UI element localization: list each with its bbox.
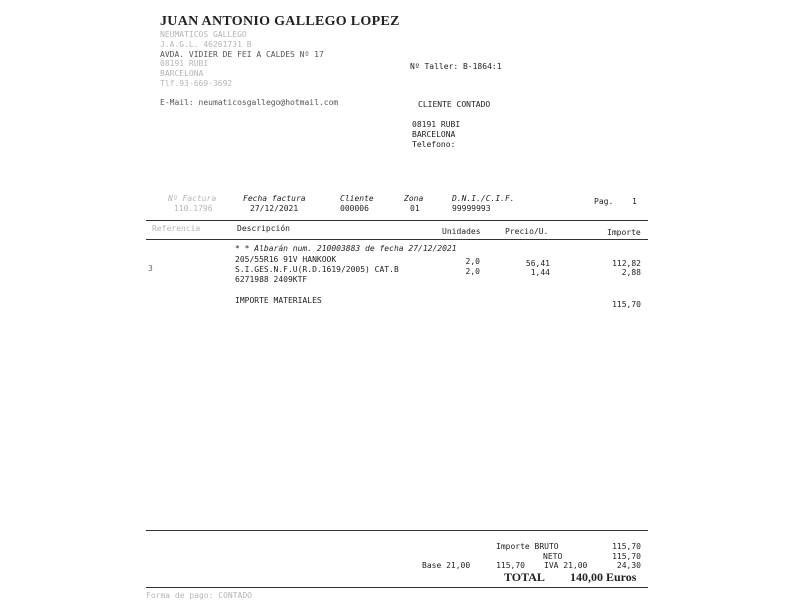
company-address: AVDA. VIDIER DE FEI A CALDES Nº 17 (160, 50, 324, 59)
meta-label-client: Cliente (340, 194, 374, 203)
iva-label: IVA 21,00 (544, 561, 588, 570)
meta-zone: 01 (410, 204, 420, 213)
company-province: BARCELONA (160, 69, 204, 78)
row-1-price: 56,41 (525, 259, 550, 268)
row-2-desc: S.I.GES.N.F.U(R.D.1619/2005) CAT.B (235, 265, 399, 274)
neto-value: 115,70 (612, 552, 641, 561)
company-city: 08191 RUBI (160, 59, 209, 68)
row-2-price: 1,44 (530, 268, 550, 277)
company-phone: Tlf.93-669-3692 (160, 79, 233, 88)
row-1-amount: 112,82 (612, 259, 641, 268)
bruto-value: 115,70 (612, 542, 641, 551)
meta-label-dni: D.N.I./C.I.F. (452, 194, 515, 203)
materials-amount: 115,70 (612, 300, 641, 309)
neto-label: NETO (543, 552, 563, 561)
table-header-rule (146, 239, 648, 240)
meta-dni: 99999993 (452, 204, 491, 213)
row-2-amount: 2,88 (621, 268, 641, 277)
company-name: JUAN ANTONIO GALLEGO LOPEZ (160, 14, 400, 29)
bruto-label: Importe BRUTO (496, 542, 559, 551)
total-value: 140,00 Euros (570, 570, 637, 584)
meta-date: 27/12/2021 (250, 204, 299, 213)
meta-label-page: Pag. (594, 197, 614, 206)
row-1-units: 2,0 (465, 257, 480, 266)
client-name: CLIENTE CONTADO (418, 100, 491, 109)
workshop-number: Nº Taller: B-1864:1 (410, 62, 502, 71)
row-2-units: 2,0 (465, 267, 480, 276)
company-email: E-Mail: neumaticosgallego@hotmail.com (160, 98, 339, 107)
col-header-price: Precio/U. (505, 227, 549, 236)
totals-bottom-rule (146, 587, 648, 588)
row-3-desc: 6271988 2409KTF (235, 275, 308, 284)
iva-value: 24,30 (616, 561, 641, 570)
col-header-amount: Importe (607, 228, 641, 237)
base-value: 115,70 (496, 561, 525, 570)
base-label: Base 21,00 (422, 561, 471, 570)
client-city: 08191 RUBI (412, 120, 461, 129)
meta-page: 1 (632, 197, 637, 206)
totals-top-rule (146, 530, 648, 531)
materials-label: IMPORTE MATERIALES (235, 296, 322, 305)
col-header-reference: Referencia (152, 224, 201, 233)
company-nif: J.A.G.L. 46261731 B (160, 40, 252, 49)
row-1-desc: 205/55R16 91V HANKOOK (235, 255, 337, 264)
client-phone-label: Telefono: (412, 140, 456, 149)
meta-label-zone: Zona (404, 194, 424, 203)
meta-invoice-no: 110.1796 (174, 204, 213, 213)
meta-label-date: Fecha factura (243, 194, 306, 203)
row-1-ref: 3 (148, 264, 153, 273)
col-header-description: Descripción (237, 224, 290, 233)
table-top-rule (146, 220, 648, 221)
total-label: TOTAL (504, 570, 545, 584)
col-header-units: Unidades (442, 227, 481, 236)
delivery-note: * * Albarán num. 210003883 de fecha 27/12/2021 (235, 244, 457, 253)
meta-client: 000006 (340, 204, 369, 213)
client-province: BARCELONA (412, 130, 456, 139)
payment-method: Forma de pago: CONTADO (146, 591, 252, 600)
company-subname: NEUMATICOS GALLEGO (160, 30, 247, 39)
meta-label-invoice-no: Nº Factura (168, 194, 217, 203)
